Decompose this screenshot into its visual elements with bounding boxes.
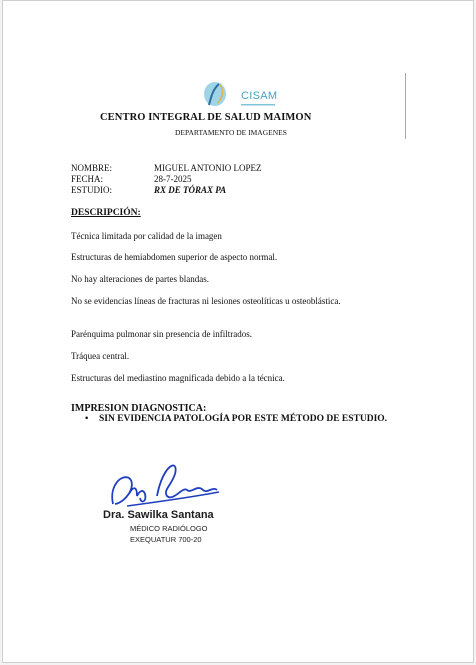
study-value: RX DE TÓRAX PA — [154, 185, 227, 195]
date-label: FECHA: — [71, 174, 104, 184]
handwritten-signature — [107, 456, 225, 512]
date-value: 28-7-2025 — [154, 174, 192, 184]
description-paragraph: No se evidencias líneas de fracturas ni lesiones osteolíticas u osteoblástica. — [71, 296, 341, 306]
doctor-registration: EXEQUATUR 700-20 — [130, 535, 202, 544]
study-row — [71, 185, 226, 195]
description-paragraph: Estructuras de hemiabdomen superior de aspecto normal. — [71, 252, 278, 262]
name-value: MIGUEL ANTONIO LOPEZ — [154, 163, 262, 173]
description-paragraph: No hay alteraciones de partes blandas. — [71, 274, 209, 284]
description-paragraph: Técnica limitada por calidad de la imagen — [71, 231, 222, 241]
impression-text: SIN EVIDENCIA PATOLOGÍA POR ESTE MÉTODO DE ESTUDIO. — [99, 414, 388, 424]
description-heading: DESCRIPCIÓN: — [71, 208, 141, 218]
patient-name-row — [71, 163, 262, 173]
department-name: DEPARTAMENTO DE IMAGENES — [175, 128, 287, 137]
logo-text: CISAM — [241, 90, 278, 102]
header-divider — [405, 73, 406, 139]
date-row — [71, 174, 192, 184]
bullet-icon: • — [85, 414, 89, 424]
impression-item — [85, 414, 387, 424]
name-label: NOMBRE: — [71, 163, 113, 173]
study-label: ESTUDIO: — [71, 185, 112, 195]
description-paragraph: Parénquima pulmonar sin presencia de infiltrados. — [71, 329, 252, 339]
document-page — [2, 0, 474, 663]
doctor-role: MÉDICO RADIÓLOGO — [130, 524, 208, 533]
description-paragraph: Estructuras del mediastino magnificada debido a la técnica. — [71, 373, 285, 383]
doctor-name: Dra. Sawilka Santana — [103, 509, 214, 521]
center-name: CENTRO INTEGRAL DE SALUD MAIMON — [100, 112, 312, 123]
description-paragraph: Tráquea central. — [71, 351, 130, 361]
impression-heading: IMPRESION DIAGNOSTICA: — [71, 403, 207, 414]
